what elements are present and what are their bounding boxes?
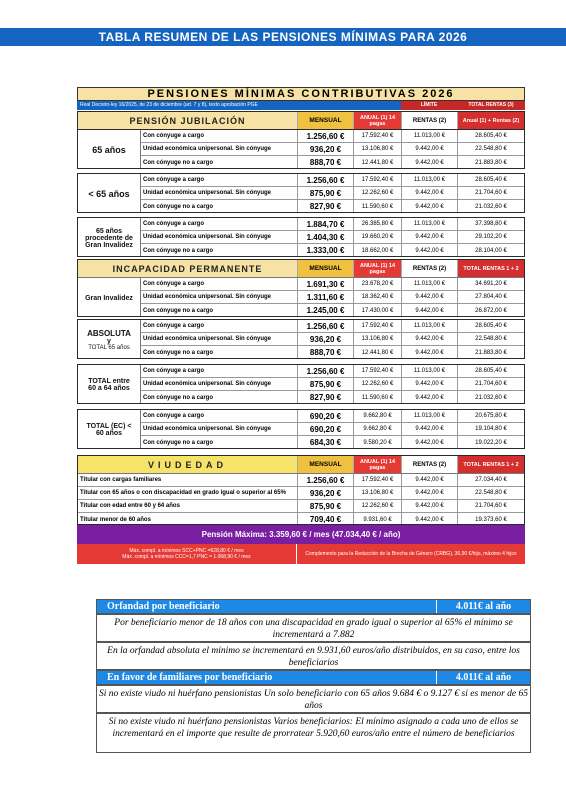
- anual-value: 9.931,60 €: [354, 513, 402, 525]
- footer-left-1: Máx. compl. a mínimos SCC+PNC =628,80 € / mes: [129, 548, 244, 554]
- mensual-value: 690,20 €: [298, 410, 354, 422]
- rentas-value: 11.013,00 €: [402, 365, 458, 377]
- total-value: 26.872,00 €: [475, 307, 507, 314]
- mensual-value: 888,70 €: [298, 156, 354, 169]
- familiares-header: En favor de familiares por beneficiario 4.011€ al año: [96, 670, 531, 685]
- table-row: [141, 365, 524, 378]
- table-row: [141, 174, 524, 187]
- mensual-value: 684,30 €: [298, 436, 354, 449]
- table-row: [141, 200, 524, 213]
- row-description: Con cónyuge a cargo: [141, 410, 298, 422]
- total-value: 22.548,80 €: [475, 336, 507, 342]
- rentas-value: 11.013,00 €: [402, 130, 458, 142]
- anual-value: 17.430,00 €: [354, 304, 402, 317]
- total-value: 21.704,60 €: [475, 190, 507, 196]
- mensual-value: 1.691,30 €: [298, 278, 354, 290]
- row-description: Unidad económica unipersonal. Sin cónyuge: [141, 333, 298, 345]
- table-row: [141, 378, 524, 391]
- rentas-value: 9.442,00 €: [402, 231, 458, 243]
- limite-label: LÍMITE: [401, 101, 457, 110]
- rentas-value: 11.013,00 €: [402, 410, 458, 422]
- anual-value: 18.362,40 €: [354, 291, 402, 303]
- orfandad-text-2: En la orfandad absoluta el mínimo se incrementará en 9.931,60 euros/año distribuidos, en su caso, entre los beneficiarios: [96, 642, 531, 670]
- total-value: 22.548,80 €: [475, 146, 507, 152]
- orfandad-header: Orfandad por beneficiario 4.011€ al año: [96, 599, 531, 614]
- group-0: [77, 129, 525, 169]
- anual-value: 12.262,60 €: [354, 187, 402, 199]
- table-row: [141, 436, 524, 449]
- table-row: [141, 231, 524, 244]
- table-row: [141, 304, 524, 317]
- rentas-value: 9.442,00 €: [402, 487, 458, 499]
- table-row: [141, 143, 524, 156]
- total-value: 22.548,80 €: [475, 490, 507, 496]
- table-row: [78, 513, 524, 525]
- group-label: < 65 años: [78, 174, 141, 213]
- group-label: Gran Invalidez: [78, 278, 141, 317]
- row-description: Titular con cargas familiares: [78, 474, 298, 486]
- mensual-value: 1.404,30 €: [298, 231, 354, 243]
- page-title: TABLA RESUMEN DE LAS PENSIONES MÍNIMAS PARA 2026: [0, 28, 566, 46]
- anual-value: 9.580,20 €: [354, 436, 402, 449]
- footer-right: Complemento para la Reducción de la Brecha de Género (CRBG), 36,90 €/hijo, máximo 4 hijos: [305, 551, 517, 557]
- anual-value: 13.106,80 €: [354, 487, 402, 499]
- row-description: Con cónyuge no a cargo: [141, 304, 298, 317]
- rentas-value: 9.442,00 €: [402, 346, 458, 359]
- total-value: 34.691,20 €: [475, 281, 507, 287]
- mensual-value: 1.256,60 €: [298, 365, 354, 377]
- anual-value: 17.592,40 €: [354, 320, 402, 332]
- mensual-value: 1.256,60 €: [298, 174, 354, 186]
- rentas-value: 9.442,00 €: [402, 436, 458, 449]
- total-value: 21.032,60 €: [475, 394, 507, 401]
- table-row: [141, 410, 524, 423]
- mensual-value: 936,20 €: [298, 487, 354, 499]
- anual-value: 17.592,40 €: [354, 174, 402, 186]
- rentas-value: 9.442,00 €: [402, 187, 458, 199]
- mensual-value: 1.245,00 €: [298, 304, 354, 317]
- rentas-value: 9.442,00 €: [402, 143, 458, 155]
- row-description: Con cónyuge a cargo: [141, 218, 298, 230]
- row-description: Con cónyuge a cargo: [141, 278, 298, 290]
- total-value: 20.675,80 €: [475, 413, 507, 419]
- anual-value: 12.262,60 €: [354, 378, 402, 390]
- total-value: 27.804,40 €: [475, 294, 507, 300]
- anual-value: 9.662,80 €: [354, 423, 402, 435]
- rentas-value: 9.442,00 €: [402, 304, 458, 317]
- rentas-value: 9.442,00 €: [402, 513, 458, 525]
- group-label: TOTAL (EC) < 60 años: [78, 410, 141, 449]
- rentas-value: 9.442,00 €: [402, 474, 458, 486]
- anual-value: 12.262,60 €: [354, 500, 402, 512]
- jubilacion-header: PENSIÓN JUBILACIÓN MENSUAL ANUAL (1) 14 pagas RENTAS (2) Anual (1) + Rentas (2): [77, 111, 525, 130]
- anual-value: 18.662,00 €: [354, 244, 402, 257]
- familiares-text-2: Si no existe viudo ni huérfano pensionistas Varios beneficiarios: El mínimo asignado a cada uno de ellos se incrementará en el importe que resulte de prorratear 5.920,60 euros/año entre el número de beneficiarios: [96, 713, 531, 753]
- mensual-value: 690,20 €: [298, 423, 354, 435]
- rentas-value: 11.013,00 €: [402, 320, 458, 332]
- anual-value: 11.590,60 €: [354, 200, 402, 213]
- rentas-value: 11.013,00 €: [402, 218, 458, 230]
- anual-value: 12.441,80 €: [354, 346, 402, 359]
- table-row: [141, 130, 524, 143]
- rentas-value: 9.442,00 €: [402, 378, 458, 390]
- table-row: [141, 423, 524, 436]
- familiares-text-1: Si no existe viudo ni huérfano pensionistas Un solo beneficiario con 65 años 9.684 € o 9.127 € si es menor de 65 años: [96, 685, 531, 713]
- anual-value: 11.590,60 €: [354, 391, 402, 404]
- table-title: PENSIONES MÍNIMAS CONTRIBUTIVAS 2026: [77, 87, 525, 101]
- total-value: 21.883,80 €: [475, 159, 507, 166]
- mensual-value: 1.256,60 €: [298, 320, 354, 332]
- rentas-value: 9.442,00 €: [402, 200, 458, 213]
- table-row: [78, 487, 524, 500]
- row-description: Titular menor de 60 años: [78, 513, 298, 525]
- complementos-bar: [77, 544, 525, 564]
- row-description: Con cónyuge no a cargo: [141, 156, 298, 169]
- group-label: 65 años procedente de Gran Invalidez: [78, 218, 141, 257]
- row-description: Titular con 65 años o con discapacidad en grado igual o superior al 65%: [78, 487, 298, 499]
- pension-maxima: Pensión Máxima: 3.359,60 € / mes (47.034,40 € / año): [77, 525, 525, 544]
- total-value: 21.704,60 €: [475, 381, 507, 387]
- rentas-value: 9.442,00 €: [402, 333, 458, 345]
- total-value: 28.605,40 €: [475, 368, 507, 374]
- footer-left-2: Máx. compl. a mínimos CCC=1,7 PNC = 1.068,90 € / mes: [122, 554, 251, 560]
- table-row: [78, 500, 524, 513]
- row-description: Titular con edad entre 60 y 64 años: [78, 500, 298, 512]
- total-value: 19.104,80 €: [475, 426, 507, 432]
- rentas-value: 9.442,00 €: [402, 291, 458, 303]
- row-description: Con cónyuge no a cargo: [141, 391, 298, 404]
- anual-value: 23.678,20 €: [354, 278, 402, 290]
- table-row: [141, 244, 524, 257]
- row-description: Unidad económica unipersonal. Sin cónyuge: [141, 423, 298, 435]
- anual-value: 26.385,80 €: [354, 218, 402, 230]
- total-value: 21.704,60 €: [475, 503, 507, 509]
- total-value: 28.605,40 €: [475, 177, 507, 183]
- table-row: [78, 474, 524, 487]
- rentas-value: 11.013,00 €: [402, 278, 458, 290]
- group-1: [77, 173, 525, 213]
- group-2: [77, 217, 525, 257]
- anual-value: 19.660,20 €: [354, 231, 402, 243]
- anual-value: 13.106,80 €: [354, 143, 402, 155]
- row-description: Unidad económica unipersonal. Sin cónyuge: [141, 187, 298, 199]
- table-row: [141, 391, 524, 404]
- mensual-value: 936,20 €: [298, 143, 354, 155]
- anual-value: 9.662,80 €: [354, 410, 402, 422]
- total-value: 21.883,80 €: [475, 349, 507, 356]
- rentas-value: 9.442,00 €: [402, 244, 458, 257]
- viudedad-section: VIUDEDAD MENSUAL ANUAL (1) 14 pagas RENTAS (2) TOTAL RENTAS 1 + 2 Titular con cargas familiares 1.256,60 € 17.592,40 € 9.442,00 € 27.034,40 € Titular con 65 años o con discapacidad en grado igual o superior al 65% 936,20 € 13.106,80 € 9.442,00 € 22.548,80 € Titular con edad entre 60 y 64 años 875,90 € 12.262,60 € 9.442,00 € 21.704,60 € Titular menor de 60 años 709,40 € 9.931,60 € 9.442,00 € 19.373,60 €: [77, 455, 525, 525]
- row-description: Unidad económica unipersonal. Sin cónyuge: [141, 143, 298, 155]
- group-label: TOTAL entre 60 a 64 años: [78, 365, 141, 404]
- total-value: 28.104,00 €: [475, 247, 507, 254]
- row-description: Unidad económica unipersonal. Sin cónyuge: [141, 378, 298, 390]
- mensual-value: 1.333,00 €: [298, 244, 354, 257]
- row-description: Con cónyuge a cargo: [141, 365, 298, 377]
- anual-value: 12.441,80 €: [354, 156, 402, 169]
- total-value: 19.373,60 €: [475, 516, 507, 523]
- anual-value: 17.592,40 €: [354, 130, 402, 142]
- table-row: [141, 187, 524, 200]
- mensual-value: 1.256,60 €: [298, 474, 354, 486]
- mensual-value: 888,70 €: [298, 346, 354, 359]
- row-description: Con cónyuge a cargo: [141, 130, 298, 142]
- rentas-value: 9.442,00 €: [402, 500, 458, 512]
- row-description: Con cónyuge a cargo: [141, 320, 298, 332]
- rentas-value: 9.442,00 €: [402, 391, 458, 404]
- row-description: Con cónyuge no a cargo: [141, 244, 298, 257]
- total-value: 28.605,40 €: [475, 323, 507, 329]
- row-description: Con cónyuge no a cargo: [141, 346, 298, 359]
- row-description: Con cónyuge a cargo: [141, 174, 298, 186]
- total-value: 37.398,80 €: [475, 221, 507, 227]
- mensual-value: 875,90 €: [298, 500, 354, 512]
- mensual-value: 1.884,70 €: [298, 218, 354, 230]
- rentas-value: 9.442,00 €: [402, 156, 458, 169]
- table-row: [141, 346, 524, 359]
- total-value: 27.034,40 €: [475, 477, 507, 483]
- anual-value: 13.106,80 €: [354, 333, 402, 345]
- mensual-value: 875,90 €: [298, 187, 354, 199]
- rentas-value: 11.013,00 €: [402, 174, 458, 186]
- group-label: ABSOLUTA y TOTAL 65 años: [78, 320, 141, 359]
- group-5: [77, 364, 525, 404]
- table-row: [141, 291, 524, 304]
- table-row: [141, 333, 524, 346]
- group-4: [77, 319, 525, 359]
- mensual-value: 827,90 €: [298, 391, 354, 404]
- mensual-value: 1.256,60 €: [298, 130, 354, 142]
- mensual-value: 1.311,60 €: [298, 291, 354, 303]
- rentas-value: 9.442,00 €: [402, 423, 458, 435]
- table-row: [141, 218, 524, 231]
- table-subheader: [77, 101, 525, 110]
- pensions-table: [77, 87, 525, 564]
- table-row: [141, 156, 524, 169]
- total-value: 19.022,20 €: [475, 439, 507, 446]
- orfandad-text-1: Por beneficiario menor de 18 años con una discapacidad en grado igual o superior al 65% el mínimo se incrementará a 7.882: [96, 614, 531, 642]
- row-description: Con cónyuge no a cargo: [141, 436, 298, 449]
- total-value: 21.032,60 €: [475, 203, 507, 210]
- table-row: [141, 320, 524, 333]
- decree-text: Real Decreto-ley 16/2025, de 23 de diciembre (art. 7 y 8), texto aprobación PGE: [77, 101, 401, 110]
- table-row: [141, 278, 524, 291]
- incapacidad-section: INCAPACIDAD PERMANENTE MENSUAL ANUAL (1) 14 pagas RENTAS (2) TOTAL RENTAS 1 + 2 Gran Invalidez Con cónyuge a cargo 1.691,30 € 23.678,20 € 11.013,00 € 34.691,20 € Unidad económica unipersonal. Sin cónyuge 1.311,60 € 18.362,40 € 9.442,00 € 27.804,40 € Con cónyuge no a cargo 1.245,00 € 17.430,00 € 9.442,00 € 26.872,00 €: [77, 259, 525, 317]
- mensual-value: 709,40 €: [298, 513, 354, 525]
- row-description: Unidad económica unipersonal. Sin cónyuge: [141, 291, 298, 303]
- anual-value: 17.592,40 €: [354, 474, 402, 486]
- group-label: 65 años: [78, 130, 141, 169]
- row-description: Unidad económica unipersonal. Sin cónyuge: [141, 231, 298, 243]
- total-rentas-label: TOTAL RENTAS (3): [457, 101, 525, 110]
- total-value: 29.102,20 €: [475, 234, 507, 240]
- mensual-value: 875,90 €: [298, 378, 354, 390]
- group-6: [77, 409, 525, 449]
- mensual-value: 827,90 €: [298, 200, 354, 213]
- total-value: 28.605,40 €: [475, 133, 507, 139]
- row-description: Con cónyuge no a cargo: [141, 200, 298, 213]
- anual-value: 17.592,40 €: [354, 365, 402, 377]
- mensual-value: 936,20 €: [298, 333, 354, 345]
